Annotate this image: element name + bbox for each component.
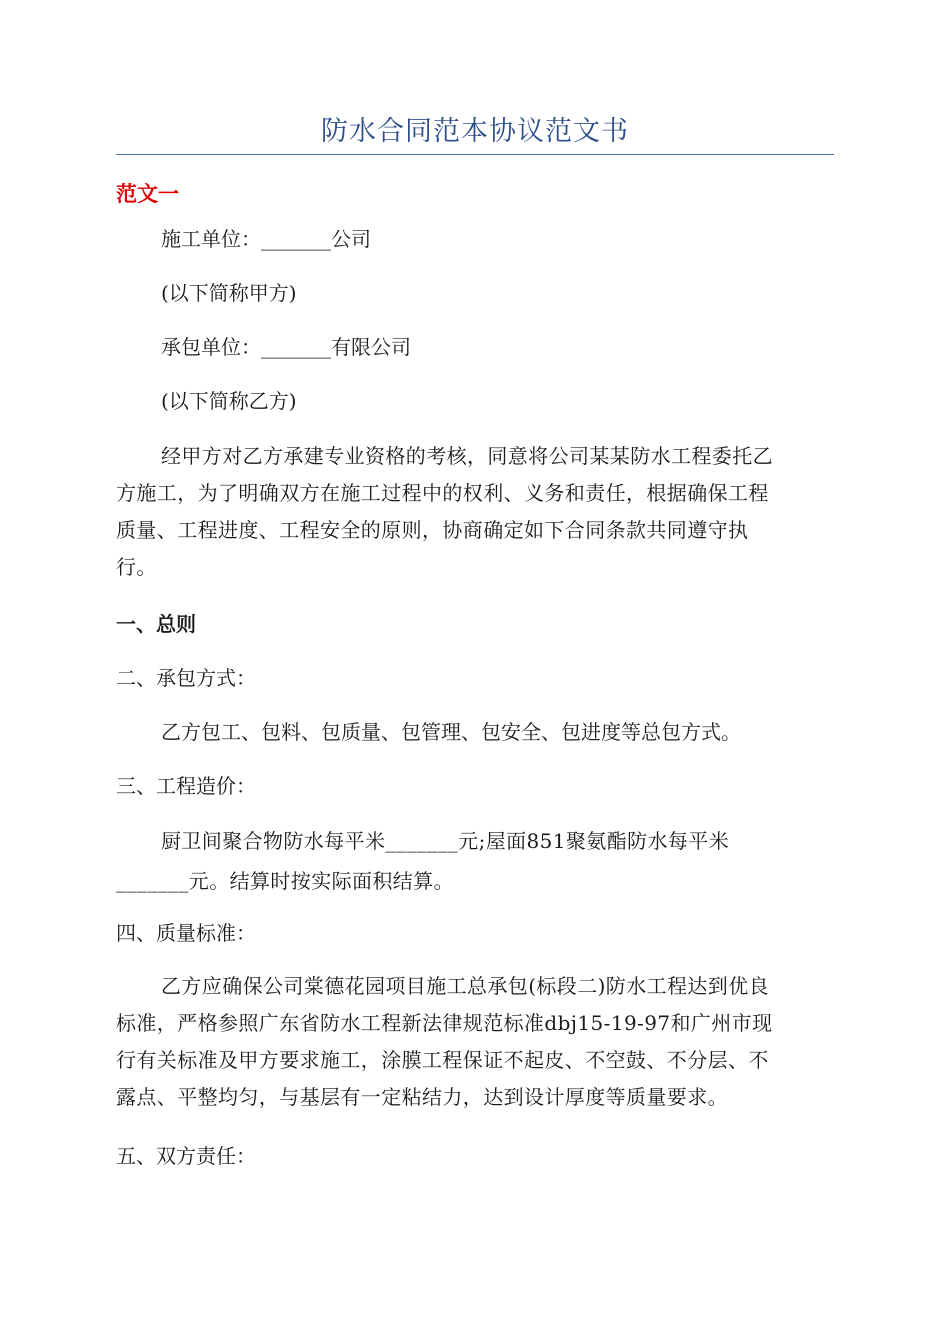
section-5-heading: 五、双方责任： [116,1144,256,1168]
construction-unit-line: 施工单位：_______公司 [161,227,371,251]
intro-line: 经甲方对乙方承建专业资格的考核，同意将公司某某防水工程委托乙 [161,444,773,468]
intro-line: 方施工，为了明确双方在施工过程中的权利、义务和责任，根据确保工程 [116,481,769,505]
contractor-unit-line: 承包单位：_______有限公司 [161,335,411,359]
section-4-heading: 四、质量标准： [116,921,256,945]
section-2-body: 乙方包工、包料、包质量、包管理、包安全、包进度等总包方式。 [161,720,741,744]
section-3-line: _______元。结算时按实际面积结算。 [116,869,454,893]
section-3-line: 厨卫间聚合物防水每平米_______元;屋面851聚氨酯防水每平米 [161,829,730,853]
section-4-line: 行有关标准及甲方要求施工，涂膜工程保证不起皮、不空鼓、不分层、不 [116,1048,769,1072]
section-2-heading: 二、承包方式： [116,666,256,690]
section-4-line: 露点、平整均匀，与基层有一定粘结力，达到设计厚度等质量要求。 [116,1085,728,1109]
intro-line: 质量、工程进度、工程安全的原则，协商确定如下合同条款共同遵守执 [116,518,749,542]
sample-heading: 范文一 [116,182,179,206]
section-4-line: 乙方应确保公司棠德花园项目施工总承包(标段二)防水工程达到优良 [161,974,770,998]
section-4-paragraph [116,968,834,1116]
section-4-line: 标准，严格参照广东省防水工程新法律规范标准dbj15-19-97和广州市现 [116,1011,773,1035]
section-3-paragraph [116,821,834,901]
section-3-heading: 三、工程造价： [116,774,256,798]
intro-line: 行。 [116,555,157,579]
party-a-note: (以下简称甲方) [161,281,297,305]
party-b-note: (以下简称乙方) [161,389,297,413]
intro-paragraph [116,438,834,586]
document-title: 防水合同范本协议范文书 [321,116,629,147]
section-1-heading: 一、总则 [116,612,196,636]
title-underline [116,154,834,155]
